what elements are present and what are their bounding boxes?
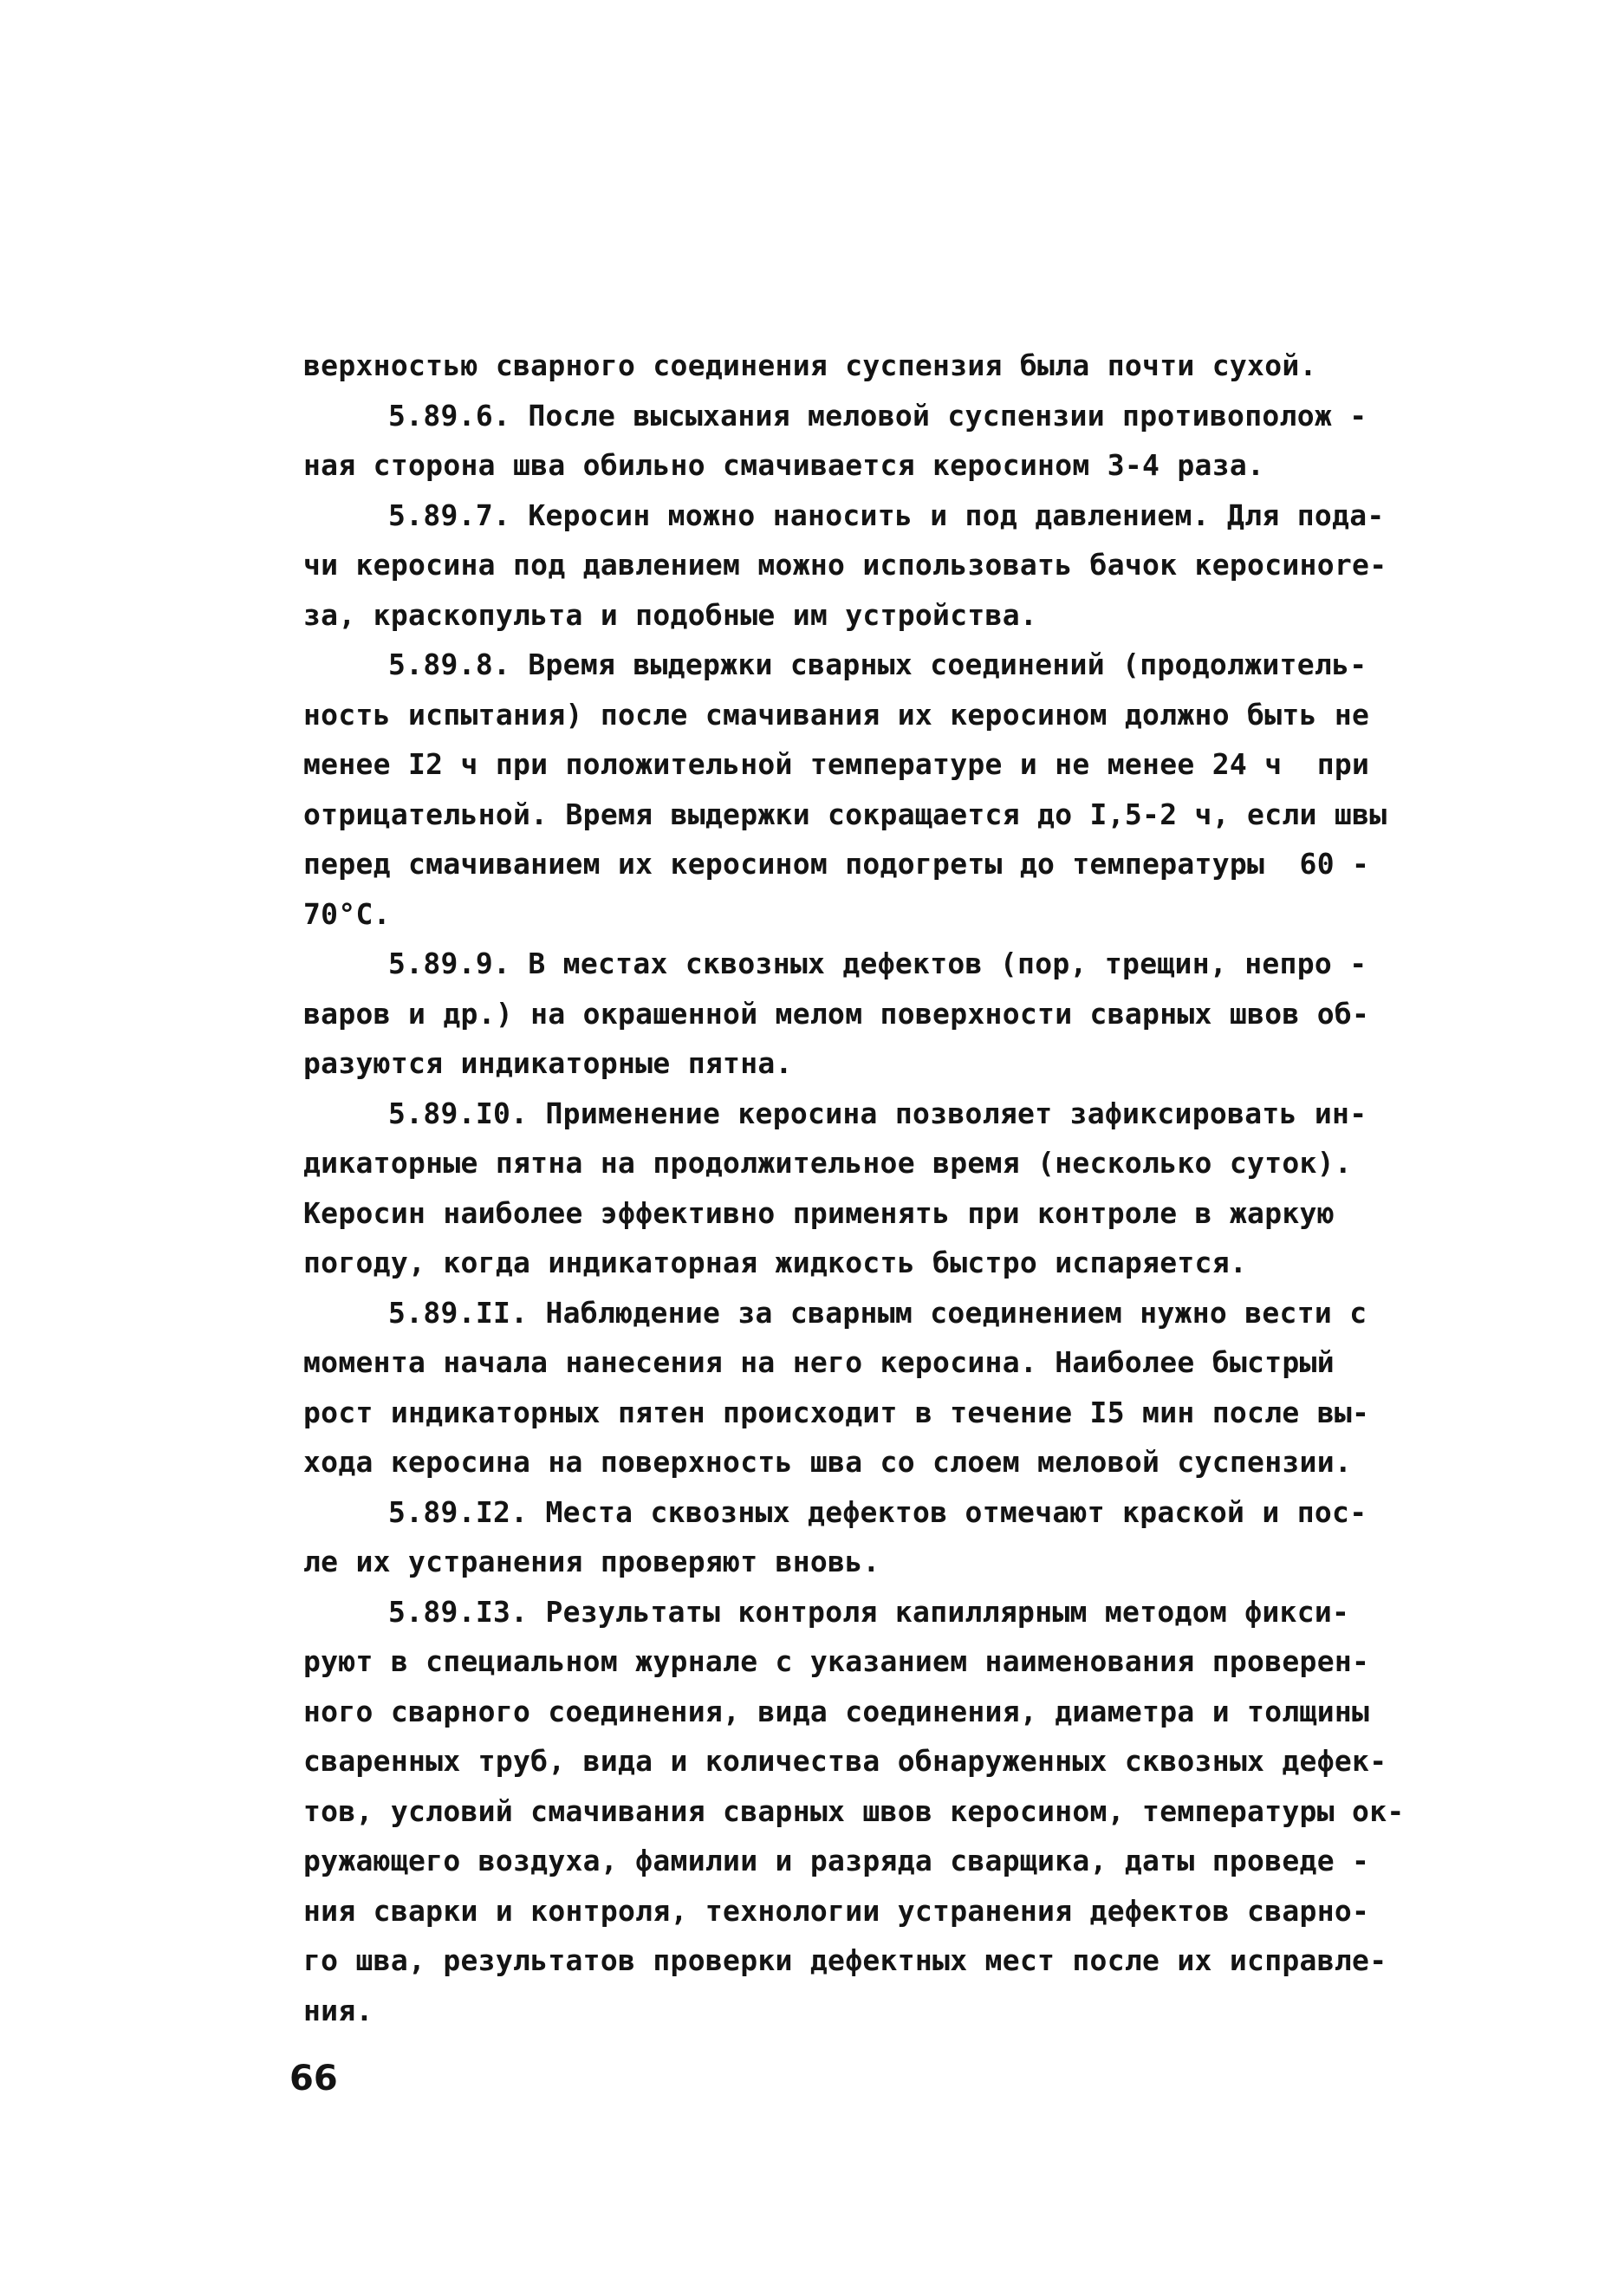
text-line: рост индикаторных пятен происходит в течение I5 мин после вы-	[303, 1395, 1370, 1429]
text-line: 5.89.9. В местах сквозных дефектов (пор, трещин, непро -	[388, 947, 1367, 980]
text-line: за, краскопульта и подобные им устройства.	[303, 597, 1038, 632]
text-line: Керосин наиболее эффективно применять при контроле в жаркую	[303, 1195, 1335, 1230]
text-line: ле их устранения проверяют вновь.	[303, 1545, 880, 1578]
text-line: 5.89.6. После высыхания меловой суспензии противополож -	[388, 398, 1367, 433]
text-line: 70°С.	[303, 896, 391, 931]
text-line: отрицательной. Время выдержки сокращается до I,5-2 ч, если швы	[303, 797, 1387, 831]
text-line: разуются индикаторные пятна.	[303, 1046, 793, 1080]
text-line: чи керосина под давлением можно использовать бачок керосинore-	[303, 548, 1387, 582]
body-text	[303, 341, 1421, 2035]
text-line: ния.	[303, 1993, 374, 2027]
text-line: менее I2 ч при положительной температуре и не менее 24 ч при	[303, 747, 1370, 781]
text-line: тов, условий смачивания сварных швов керосином, температуры ок-	[303, 1793, 1405, 1828]
text-line: 5.89.7. Керосин можно наносить и под давлением. Для пода-	[388, 498, 1385, 532]
text-line: 5.89.I2. Места сквозных дефектов отмечают краской и пос-	[388, 1494, 1367, 1529]
text-line: руют в специальном журнале с указанием наименования проверен-	[303, 1644, 1370, 1678]
page-number: 66	[289, 2059, 338, 2099]
text-line: ружающего воздуха, фамилии и разряда сварщика, даты проведе -	[303, 1844, 1370, 1877]
text-line: хода керосина на поверхность шва со слоем меловой суспензии.	[303, 1445, 1353, 1479]
text-line: 5.89.I3. Результаты контроля капиллярным методом фикси-	[388, 1594, 1350, 1629]
text-line: ния сварки и контроля, технологии устранения дефектов сварно-	[303, 1893, 1370, 1928]
text-line: 5.89.8. Время выдержки сварных соединений (продолжитель-	[388, 647, 1367, 681]
text-line: сваренных труб, вида и количества обнаруженных сквозных дефек-	[303, 1744, 1387, 1778]
text-line: го шва, результатов проверки дефектных мест после их исправле-	[303, 1943, 1387, 1977]
text-line: 5.89.II. Наблюдение за сварным соединением нужно вести с	[388, 1295, 1367, 1330]
text-line: погоду, когда индикаторная жидкость быстро испаряется.	[303, 1246, 1248, 1279]
text-line: 5.89.I0. Применение керосина позволяет зафиксировать ин-	[388, 1096, 1367, 1130]
text-line: ного сварного соединения, вида соединения, диаметра и толщины	[303, 1694, 1370, 1728]
text-line: верхностью сварного соединения суспензия была почти сухой.	[303, 348, 1317, 382]
text-line: перед смачиванием их керосином подогреты до температуры 60 -	[303, 847, 1370, 881]
text-line: ность испытания) после смачивания их керосином должно быть не	[303, 697, 1370, 732]
text-line: момента начала нанесения на него керосина. Наиболее быстрый	[303, 1345, 1335, 1379]
text-line: варов и др.) на окрашенной мелом поверхности сварных швов об-	[303, 996, 1370, 1031]
text-line: дикаторные пятна на продолжительное время (несколько суток).	[303, 1146, 1353, 1180]
text-line: ная сторона шва обильно смачивается керосином 3-4 раза.	[303, 448, 1265, 482]
